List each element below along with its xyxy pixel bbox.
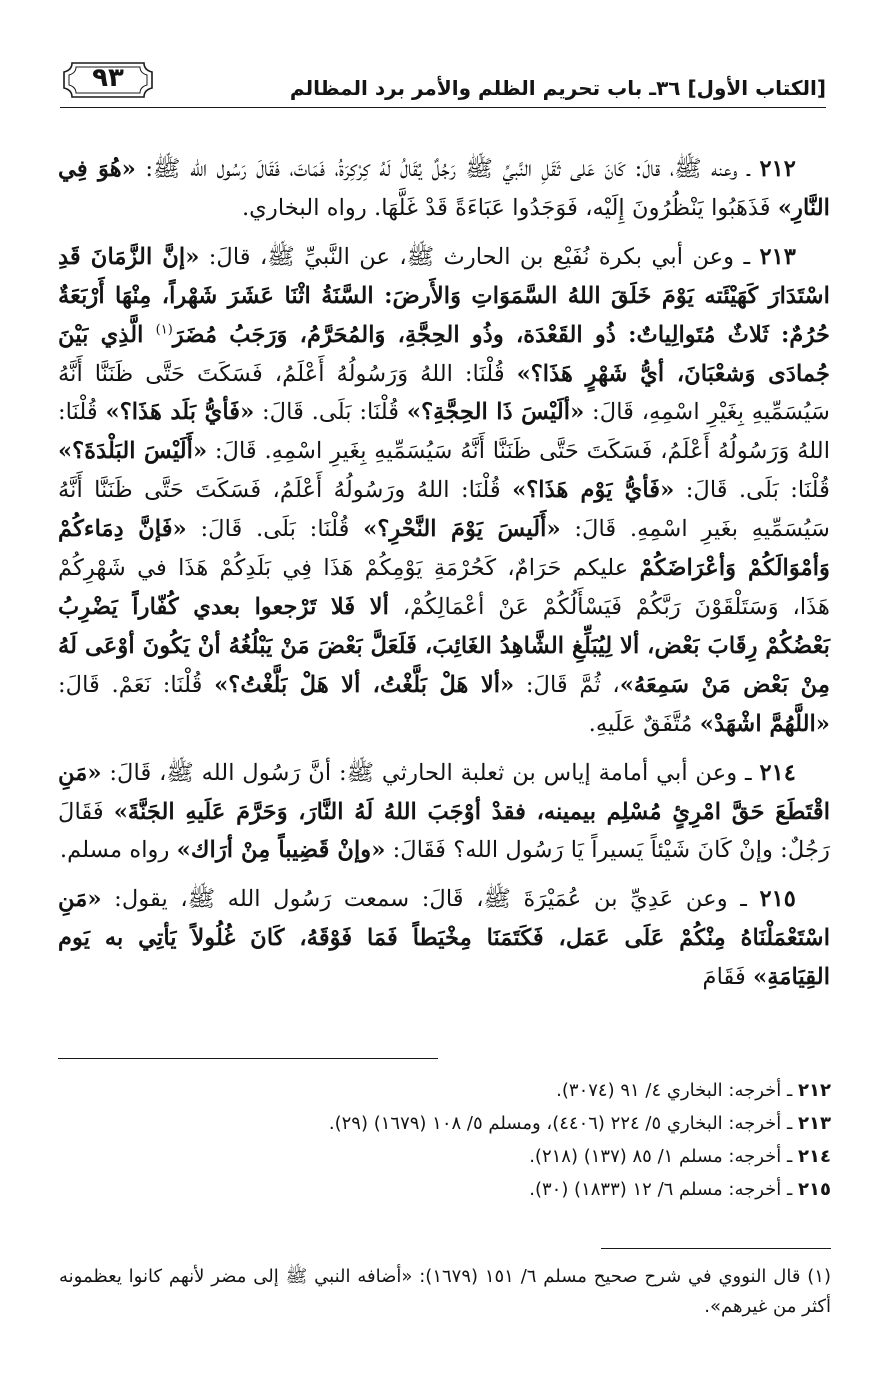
narration-text: ـ وعن أبي أمامة إياس بن ثعلبة الحارثي ﷺ: أنَّ رَسُول الله ﷺ، قَالَ: <box>101 759 760 786</box>
main-text <box>58 150 830 1007</box>
narration-text: ، ثُمَّ قَالَ: <box>514 671 620 698</box>
narration-text: قُلْنَا: اللهُ ورَسُولُهُ أَعْلَمُ، فَسَكَتَ حَتَّى ظَنَنَّا أَنَّهُ سَيُسَمِّيهِ بغَيرِ اسْمِهِ. قَالَ: <box>58 477 830 543</box>
takhrij-number: ٢١٢ <box>798 1080 831 1101</box>
hadith-number: ٢١٣ <box>759 243 796 270</box>
narration-text: فَقَالَ رَجُلٌ: وإنْ كَانَ شَيْئاً يَسيراً يَا رَسُول الله؟ فَقَالَ: <box>58 798 830 864</box>
takhrij-text: ـ أخرجه: البخاري ٤/ ٩١ (٣٠٧٤). <box>556 1080 799 1101</box>
narration-text: رواه مسلم. <box>59 837 177 864</box>
quote-text: «وإنْ قَضِيباً مِنْ أرَاك» <box>176 837 386 864</box>
quote-text: «هُوَ فِي النَّارِ» <box>58 156 830 221</box>
quote-text: ألا فَلا تَرْجعوا بعدي كُفّاراً يَضْرِبُ بَعْضُكُمْ رِقَابَ بَعْض، ألا لِيُبَلِّغِ الشَّاهِدُ الغَائِبَ، فَلَعَلَّ بَعْضَ مَنْ يَبْلُغُهُ أنْ يَكُونَ أوْعَى لَهُ مِنْ بَعْض مَنْ سَمِعَهُ» <box>58 593 830 698</box>
narration-text: مُتَّفَقٌ عَلَيهِ. <box>588 710 700 737</box>
narration-text: ـ وعنه ﷺ، قالَ: كَانَ عَلى ثَقَلِ النَّبيِّ ﷺ رَجُلٌ يُقَالُ لَهُ كِرْكِرَةُ، فَمَاتَ، فَقَالَ رَسُول الله ﷺ: <box>135 156 760 182</box>
quote-text: الَّذِي بَيْنَ جُمادَى وَشعْبَانَ، أيُّ شَهْرٍ هَذَا؟» <box>58 321 830 387</box>
quote-text: «فَإنَّ دِمَاءكُمْ وَأمْوَالَكُمْ وَأعْرَاضَكُمْ <box>58 516 830 582</box>
narration-text: قُلْنَا: اللهُ وَرَسُولُهُ أَعْلَمُ، فَسَكَتَ حَتَّى ظَنَنَّا أَنَّهُ سَيُسَمِّيهِ بِغَيرِ اسْمِهِ. قَالَ: <box>58 399 831 465</box>
narration-text: قُلْنَا: بَلَى. قَالَ: <box>186 516 364 543</box>
takhrij-number: ٢١٣ <box>798 1113 831 1134</box>
narration-text: قُلْنَا: بَلَى. قَالَ: <box>674 477 830 504</box>
quote-text: «ألا هَلْ بَلَّغْتُ، ألا هَلْ بَلَّغْتُ؟» <box>214 671 515 698</box>
hadith-214 <box>58 754 830 871</box>
hadith-213 <box>58 238 830 744</box>
narration-text: قُلْنَا: نَعَمْ. قَالَ: <box>58 671 215 698</box>
takhrij-text: ـ أخرجه: مسلم ٦/ ١٢ (١٨٣٣) (٣٠). <box>529 1179 799 1200</box>
takhrij-item <box>111 1173 831 1206</box>
takhrij-number: ٢١٥ <box>798 1179 831 1200</box>
header-rule <box>60 107 826 108</box>
hadith-number: ٢١٥ <box>759 886 796 913</box>
page-number-frame <box>60 60 156 100</box>
quote-text: «أَلَيسَ يَوْمَ النَّحْرِ؟» <box>363 516 561 543</box>
quote-text: «مَنِ اسْتَعْمَلْنَاهُ مِنْكُمْ عَلَى عَمَل، فَكَتَمَنَا مِخْيَطاً فَمَا فَوْقَهُ، كَانَ غُلُولاً يَأتِي به يَوم القِيَامَةِ» <box>58 886 830 991</box>
hadith-number: ٢١٤ <box>759 759 796 786</box>
narration-text: قُلْنَا: بَلَى. قَالَ: <box>254 399 407 426</box>
takhrij-list <box>111 1074 831 1206</box>
takhrij-text: ـ أخرجه: مسلم ١/ ٨٥ (١٣٧) (٢١٨). <box>529 1146 799 1167</box>
running-header <box>60 60 826 104</box>
narration-text: عليكم حَرَامٌ، كَحُرْمَةِ يَوْمِكُمْ هَذَا فِي بَلَدِكُمْ هَذَا في شَهْرِكُمْ هَذَا، وَسَتَلْقَوْنَ رَبَّكُمْ فَيَسْأَلُكُمْ عَنْ أعْمَالِكُمْ، <box>58 555 830 620</box>
quote-text: «مَنِ اقْتَطَعَ حَقَّ امْرِئٍ مُسْلِم بيمينه، فقدْ أوْجَبَ اللهُ لَهُ النَّارَ، وَحَرَّمَ عَلَيهِ الجَنَّةَ» <box>58 759 830 825</box>
narration-text: ـ وعن عَدِيِّ بن عُمَيْرَةَ ﷺ، قَالَ: سمعت رَسُول الله ﷺ، يقول: <box>101 886 760 913</box>
footnote: (١) قال النووي في شرح صحيح مسلم ٦/ ١٥١ (١٦٧٩): «أضافه النبي ﷺ إلى مضر لأنهم كانوا يعظمونه أكثر من غيرهم». <box>59 1266 831 1317</box>
page-number: ٩٣ <box>92 63 124 93</box>
quote-text: «اللَّهُمَّ اشْهَدْ» <box>699 710 830 737</box>
quote-text: «فَأيُّ يَوْم هَذَا؟» <box>512 477 675 504</box>
takhrij-item <box>111 1107 831 1140</box>
narration-text: قُلْنَا: اللهُ وَرَسُولُهُ أَعْلَمُ، فَسَكَتَ حَتَّى ظَنَنَّا أَنَّهُ سَيُسَمِّيهِ بِغَيْرِ اسْمِهِ، قَالَ: <box>58 360 830 426</box>
footnote-reference: (١) <box>155 322 173 338</box>
narration-text: فَقَامَ <box>702 964 754 991</box>
hadith-215 <box>58 880 830 997</box>
takhrij-item <box>111 1074 831 1107</box>
takhrij-text: ـ أخرجه: البخاري ٥/ ٢٢٤ (٤٤٠٦)، ومسلم ٥/ ١٠٨ (١٦٧٩) (٢٩). <box>328 1113 799 1134</box>
quote-text: «ألَيْسَ ذَا الحِجَّةِ؟» <box>406 399 585 426</box>
takhrij-number: ٢١٤ <box>798 1146 831 1167</box>
chapter-title: [الكتاب الأول] ٣٦ـ باب تحريم الظلم والأمر برد المظالم <box>289 76 826 100</box>
hadith-number: ٢١٢ <box>759 156 796 182</box>
hadith-212 <box>58 150 830 228</box>
quote-text: «إنَّ الزَّمَانَ قَدِ اسْتَدَارَ كَهَيْئَته يَوْمَ خَلَقَ اللهُ السَّمَوَاتِ وَالأَرضَ: السَّنَةُ اثْنَا عَشَرَ شَهْراً، مِنْهَا أَرْبَعَةٌ حُرُمٌ: ثَلاثٌ مُتَوالِياتٌ: ذُو القَعْدَة، وذُو الحِجَّةِ، وَالمُحَرَّمُ، وَرَجَبُ مُضَرَ <box>58 243 830 348</box>
quote-text: «أَلَيْسَ البَلْدَةَ؟» <box>58 438 208 465</box>
narration-text: فَذَهَبُوا يَنْظُرُونَ إِلَيْه، فَوَجَدُوا عَبَاءَةً قَدْ غَلَّهَا. رواه البخاري. <box>241 194 778 221</box>
quote-text: «فَأيُّ بَلَد هَذَا؟» <box>105 399 255 426</box>
takhrij-item <box>111 1140 831 1173</box>
takhrij-rule <box>58 1058 438 1059</box>
narration-text: ـ وعن أبي بكرة نُفَيْع بن الحارث ﷺ، عن النَّبيِّ ﷺ، قالَ: <box>199 243 760 270</box>
footnote-rule <box>601 1248 831 1249</box>
